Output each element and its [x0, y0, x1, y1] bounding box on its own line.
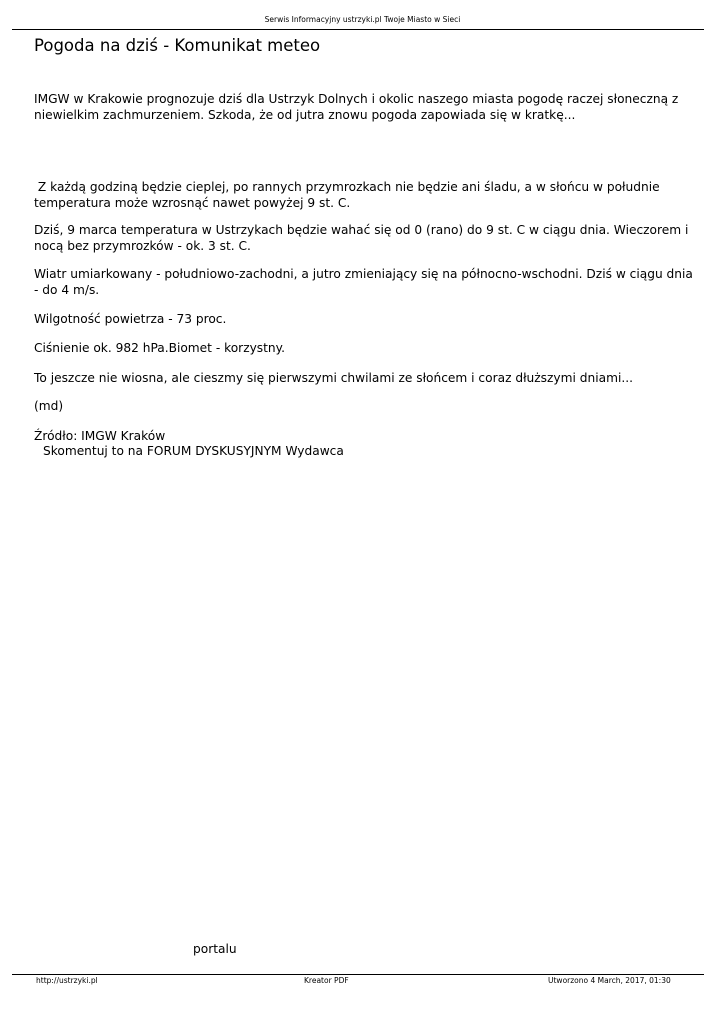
article-paragraph-6: To jeszcze nie wiosna, ale cieszmy się pierwszymi chwilami ze słońcem i coraz dłuższymi dniami...: [34, 371, 633, 385]
article-paragraph-3: Wiatr umiarkowany - południowo-zachodni, a jutro zmieniający się na północno-wschodni. Dziś w ciągu dnia - do 4 m/s.: [34, 267, 693, 297]
footer-generator: Kreator PDF: [304, 976, 349, 985]
article-paragraph-5: Ciśnienie ok. 982 hPa.Biomet - korzystny.: [34, 341, 286, 355]
footer-created-date: Utworzono 4 March, 2017, 01:30: [548, 976, 671, 985]
portalu-text: portalu: [193, 942, 237, 956]
article-paragraph-7: (md): [34, 399, 64, 413]
article-paragraph-4: Wilgotność powietrza - 73 proc.: [34, 312, 227, 326]
article-source: Źródło: IMGW Kraków: [34, 429, 166, 443]
article-paragraph-1: Z każdą godziną będzie cieplej, po rannych przymrozkach nie będzie ani śladu, a w słońcu w południe temperatura może wzrosnąć nawet powyżej 9 st. C.: [34, 180, 664, 210]
article-title: Pogoda na dziś - Komunikat meteo: [34, 36, 321, 55]
article-paragraph-2: Dziś, 9 marca temperatura w Ustrzykach będzie wahać się od 0 (rano) do 9 st. C w ciągu dnia. Wieczorem i nocą bez przymrozków - ok. 3 st. C.: [34, 223, 689, 253]
article-lead: IMGW w Krakowie prognozuje dziś dla Ustrzyk Dolnych i okolic naszego miasta pogodę raczej słoneczną z niewielkim zachmurzeniem. Szkoda, że od jutra znowu pogoda zapowiada się w kratkę...: [34, 92, 679, 122]
forum-comment-link[interactable]: Skomentuj to na FORUM DYSKUSYJNYM Wydawca: [43, 444, 344, 458]
site-title: Serwis Informacyjny ustrzyki.pl Twoje Miasto w Sieci: [264, 15, 461, 24]
footer-divider: [12, 974, 704, 975]
footer-url[interactable]: http://ustrzyki.pl: [36, 976, 98, 985]
header-divider: [12, 29, 704, 30]
